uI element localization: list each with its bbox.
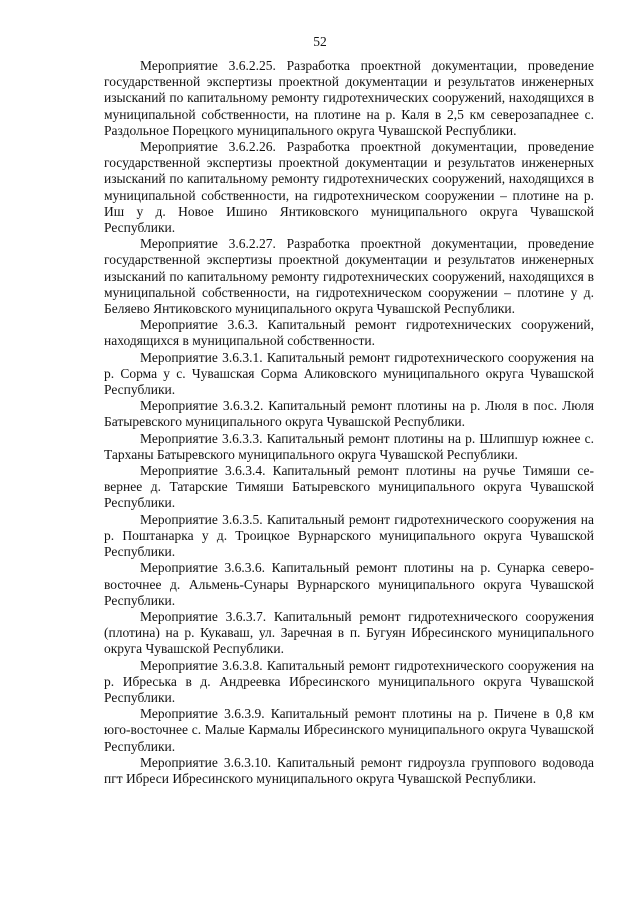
paragraph-3-6-2-26: Мероприятие 3.6.2.26. Разработка проектной документации, проведение государственной экспертизы проектной документации и результатов инженерных изысканий по капитальному ремонту гидротехнических сооружений, находящихся в муниципальной собственности, на гидротехническом сооружении – плотине на р. Иш у д. Новое Ишино Янтиковского муниципального округа Чувашской Республики.	[104, 139, 594, 236]
paragraph-3-6-3-7: Мероприятие 3.6.3.7. Капитальный ремонт гидротехнического сооружения (плотина) на р. Кукаваш, ул. Заречная в п. Бугуян Ибресинского муниципального округа Чувашской Республики.	[104, 608, 594, 657]
paragraph-3-6-3-10: Мероприятие 3.6.3.10. Капитальный ремонт гидроузла группового водовода пгт Ибреси Ибресинского муниципального округа Чувашской Республики.	[104, 754, 594, 786]
paragraph-3-6-3-1: Мероприятие 3.6.3.1. Капитальный ремонт гидротехнического сооружения на р. Сорма у с. Чувашская Сорма Аликовского муниципального округа Чувашской Республики.	[104, 349, 594, 398]
paragraph-3-6-2-25: Мероприятие 3.6.2.25. Разработка проектной документации, проведение государственной экспертизы проектной документации и результатов инженерных изысканий по капитальному ремонту гидротехнических сооружений, находящихся в муниципальной собственности, на плотине на р. Каля в 2,5 км северозападнее с. Раздольное Порецкого муниципального округа Чувашской Республики.	[104, 58, 594, 138]
document-body	[104, 58, 594, 787]
paragraph-3-6-3-9: Мероприятие 3.6.3.9. Капитальный ремонт плотины на р. Пичене в 0,8 км юго-восточнее с. Малые Кармалы Ибресинского муниципального округа Чувашской Республики.	[104, 706, 594, 754]
page-number: 52	[313, 34, 327, 49]
paragraph-3-6-3-5: Мероприятие 3.6.3.5. Капитальный ремонт гидротехнического сооружения на р. Поштанарка у д. Троицкое Вурнарского муниципального округа Чувашской Республики.	[104, 511, 594, 560]
paragraph-3-6-3-3: Мероприятие 3.6.3.3. Капитальный ремонт плотины на р. Шлипшур южнее с. Тарханы Батыревского муниципального округа Чувашской Республики.	[104, 430, 594, 462]
paragraph-3-6-2-27: Мероприятие 3.6.2.27. Разработка проектной документации, проведение государственной экспертизы проектной документации и результатов инженерных изысканий по капитальному ремонту гидротехнических сооружений, находящихся в муниципальной собственности, на гидротехническом сооружении – плотине у д. Беляево Янтиковского муниципального округа Чувашской Республики.	[104, 236, 594, 317]
paragraph-3-6-3-4: Мероприятие 3.6.3.4. Капитальный ремонт плотины на ручье Тимяши севернее д. Татарские Тимяши Батыревского муниципального округа Чувашской Республики.	[104, 463, 594, 511]
paragraph-3-6-3: Мероприятие 3.6.3. Капитальный ремонт гидротехнических сооружений, находящихся в муниципальной собственности.	[104, 317, 594, 349]
paragraph-3-6-3-6: Мероприятие 3.6.3.6. Капитальный ремонт плотины на р. Сунарка северовосточнее д. Альмень-Сунары Вурнарского муниципального округа Чувашской Республики.	[104, 560, 594, 608]
paragraph-3-6-3-8: Мероприятие 3.6.3.8. Капитальный ремонт гидротехнического сооружения на р. Ибреська в д. Андреевка Ибресинского муниципального округа Чувашской Республики.	[104, 657, 594, 705]
paragraph-3-6-3-2: Мероприятие 3.6.3.2. Капитальный ремонт плотины на р. Люля в пос. Люля Батыревского муниципального округа Чувашской Республики.	[104, 398, 594, 430]
